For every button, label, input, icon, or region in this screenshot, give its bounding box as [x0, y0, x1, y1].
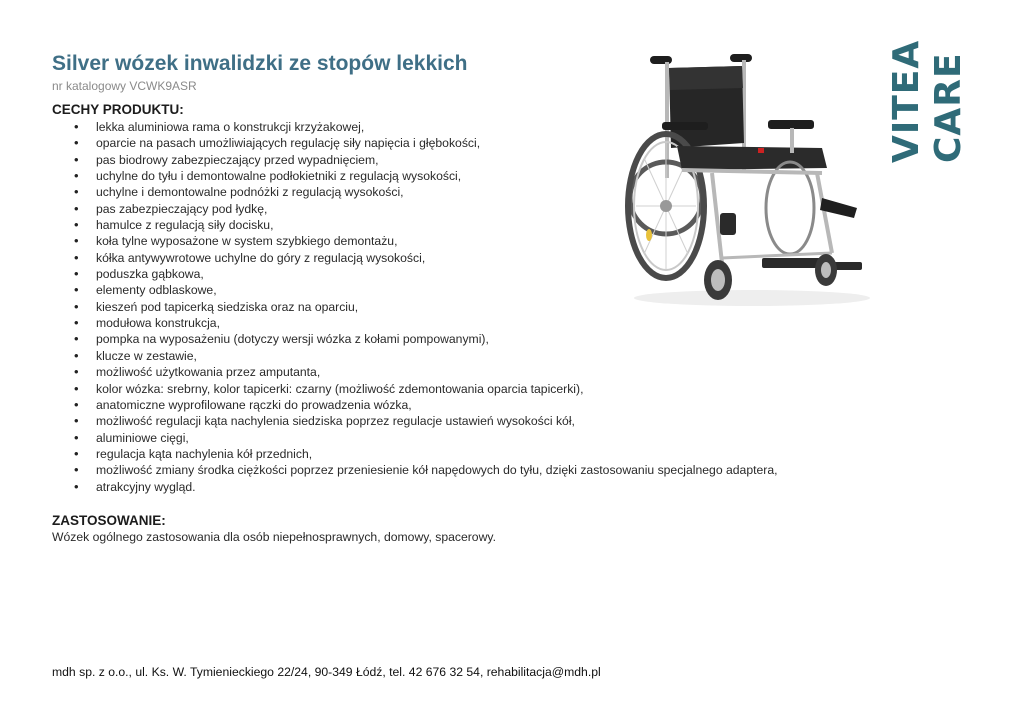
feature-item: • kieszeń pod tapicerką siedziska oraz na oparciu, [52, 299, 812, 315]
usage-text: Wózek ogólnego zastosowania dla osób niepełnosprawnych, domowy, spacerowy. [52, 530, 496, 544]
feature-item: • pas zabezpieczający pod łydkę, [52, 201, 812, 217]
feature-item: • elementy odblaskowe, [52, 282, 812, 298]
feature-item: • pas biodrowy zabezpieczający przed wypadnięciem, [52, 152, 812, 168]
svg-text:VITEA: VITEA [886, 39, 927, 163]
usage-heading: ZASTOSOWANIE: [52, 513, 166, 528]
feature-item: • uchylne i demontowalne podnóżki z regulacją wysokości, [52, 184, 812, 200]
feature-item: • kółka antywywrotowe uchylne do góry z regulacją wysokości, [52, 250, 812, 266]
feature-item: • regulacja kąta nachylenia kół przednich, [52, 446, 812, 462]
feature-item: • pompka na wyposażeniu (dotyczy wersji wózka z kołami pompowanymi), [52, 331, 812, 347]
svg-text:CARE: CARE [928, 52, 969, 163]
feature-item: • lekka aluminiowa rama o konstrukcji krzyżakowej, [52, 119, 812, 135]
feature-item: • poduszka gąbkowa, [52, 266, 812, 282]
feature-item: • kolor wózka: srebrny, kolor tapicerki: czarny (możliwość zdemontowania oparcia tapicerki), [52, 381, 812, 397]
company-footer: mdh sp. z o.o., ul. Ks. W. Tymienieckiego 22/24, 90-349 Łódź, tel. 42 676 32 54, rehabilitacja@mdh.pl [52, 665, 601, 679]
feature-item: • hamulce z regulacją siły docisku, [52, 217, 812, 233]
wheelchair-photo [622, 48, 872, 310]
feature-item: • anatomiczne wyprofilowane rączki do prowadzenia wózka, [52, 397, 812, 413]
feature-item: • możliwość zmiany środka ciężkości poprzez przeniesienie kół napędowych do tyłu, dzięki zastosowaniu specjalnego adaptera, [52, 462, 812, 478]
product-title: Silver wózek inwalidzki ze stopów lekkich [52, 52, 468, 75]
feature-item: • możliwość regulacji kąta nachylenia siedziska poprzez regulacje ustawień wysokości kół, [52, 413, 812, 429]
feature-item: • klucze w zestawie, [52, 348, 812, 364]
feature-item: • uchylne do tyłu i demontowalne podłokietniki z regulacją wysokości, [52, 168, 812, 184]
feature-item: • modułowa konstrukcja, [52, 315, 812, 331]
catalog-number: nr katalogowy VCWK9ASR [52, 79, 197, 93]
feature-item: • oparcie na pasach umożliwiających regulację siły napięcia i głębokości, [52, 135, 812, 151]
feature-item: • koła tylne wyposażone w system szybkiego demontażu, [52, 233, 812, 249]
feature-item: • atrakcyjny wygląd. [52, 479, 812, 495]
features-heading: CECHY PRODUKTU: [52, 102, 184, 117]
vitea-care-logo [880, 28, 970, 168]
feature-item: • możliwość użytkowania przez amputanta, [52, 364, 812, 380]
feature-item: • aluminiowe cięgi, [52, 430, 812, 446]
